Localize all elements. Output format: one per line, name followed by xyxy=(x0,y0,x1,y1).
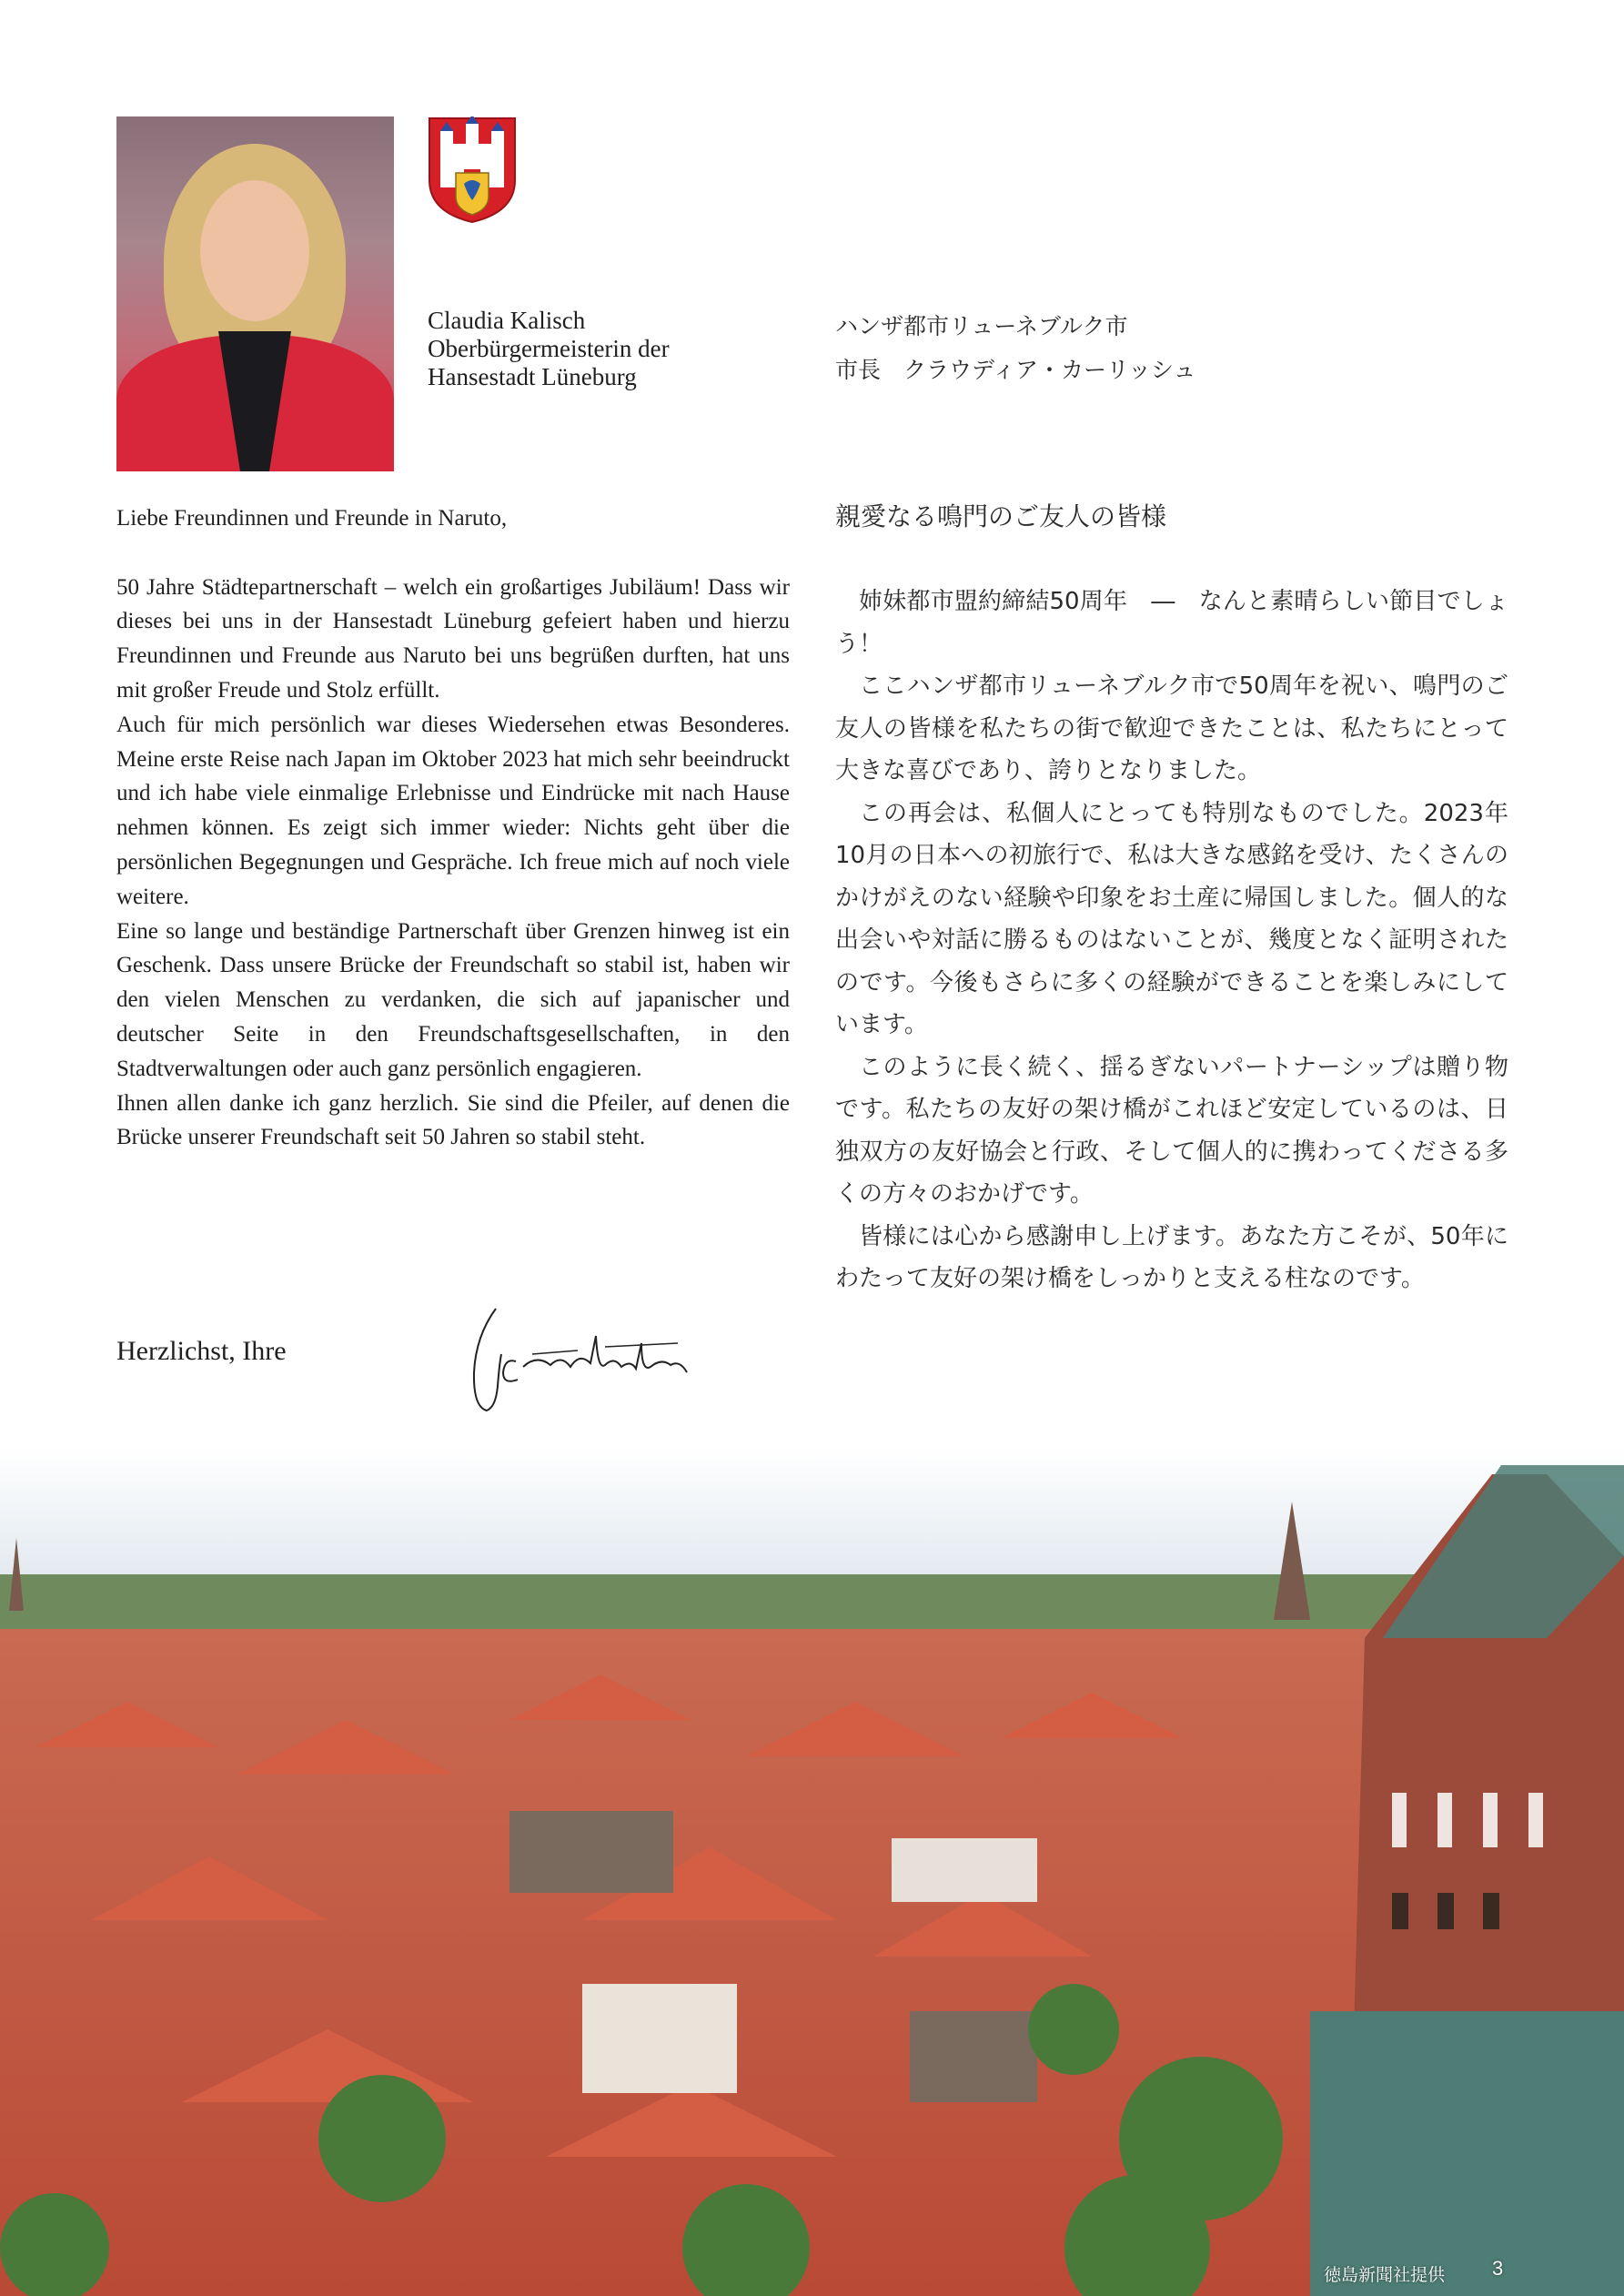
letter-japanese xyxy=(835,496,1508,1300)
author-title-line-2: Hansestadt Lüneburg xyxy=(428,363,637,390)
author-block-de xyxy=(428,307,773,391)
page-number: 3 xyxy=(1492,2257,1504,2280)
paragraph-ja-4: このように長く続く、揺るぎないパートナーシップは贈り物です。私たちの友好の架け橋がこれほど安定しているのは、日独双方の友好協会と行政、そして個人的に携わってくださる多くの方々のおかげです。 xyxy=(835,1053,1508,1208)
coat-of-arms-icon xyxy=(428,116,517,224)
paragraph-ja-2: ここハンザ都市リューネブルク市で50周年を祝い、鳴門のご友人の皆様を私たちの街で歓迎できたことは、私たちにとって大きな喜びであり、誇りとなりました。 xyxy=(835,673,1508,784)
author-title-line-1: Oberbürgermeisterin der xyxy=(428,335,670,362)
city-aerial-photo xyxy=(0,1447,1624,2296)
portrait-photo xyxy=(116,116,394,471)
signature xyxy=(469,1300,696,1418)
paragraph-ja-3: この再会は、私個人にとっても特別なものでした。2023年10月の日本への初旅行で、私は大きな感銘を受け、たくさんのかけがえのない経験や印象をお土産に帰国しました。個人的な出会いや対話に勝るものはないことが、幾度となく証明されたのです。今後もさらに多くの経験ができることを楽しみにしています。 xyxy=(835,799,1508,1038)
author-block-ja xyxy=(835,305,1527,392)
sign-off: Herzlichst, Ihre xyxy=(116,1336,287,1366)
paragraph-de-4: Ihnen allen danke ich ganz herzlich. Sie sind die Pfeiler, auf denen die Brücke unserer Freundschaft seit 50 Jahren so stabil steht. xyxy=(116,1090,790,1150)
paragraph-de-2: Auch für mich persönlich war dieses Wiedersehen etwas Besonderes. Meine erste Reise nach Japan im Oktober 2023 hat mich sehr beeindruckt und ich habe viele einmalige Erlebnisse und Eindrücke mit nach Hause nehmen können. Es zeigt sich immer wieder: Nichts geht über die persönlichen Begegnungen und Gespräche. Ich freue mich auf noch viele weitere. xyxy=(116,712,790,909)
paragraph-ja-1: 姉妹都市盟約締結50周年 ― なんと素晴らしい節目でしょう！ xyxy=(835,588,1508,658)
author-name: Claudia Kalisch xyxy=(428,307,586,334)
paragraph-de-3: Eine so lange und beständige Partnerschaft über Grenzen hinweg ist ein Geschenk. Dass unsere Brücke der Freundschaft so stabil ist, haben wir den vielen Menschen zu verdanken, die sich auf japanischer und deutscher Seite in den Freundschaftsgesellschaften, in den Stadtverwaltungen oder auch ganz persönlich engagieren. xyxy=(116,918,790,1081)
paragraph-de-1: 50 Jahre Städtepartnerschaft – welch ein großartiges Jubiläum! Dass wir dieses bei uns in der Hansestadt Lüneburg gefeiert haben und hierzu Freundinnen und Freunde aus Naruto bei uns begrüßen durften, hat uns mit großer Freude und Stolz erfüllt. xyxy=(116,574,790,703)
author-name-ja: 市長 クラウディア・カーリッシュ xyxy=(835,357,1196,383)
greeting-de: Liebe Freundinnen und Freunde in Naruto, xyxy=(116,506,508,531)
greeting-ja: 親愛なる鳴門のご友人の皆様 xyxy=(835,501,1167,531)
letter-german xyxy=(116,501,790,1155)
photo-credit: 徳島新聞社提供 xyxy=(1324,2265,1446,2285)
paragraph-ja-5: 皆様には心から感謝申し上げます。あなた方こそが、50年にわたって友好の架け橋をしっかりと支える柱なのです。 xyxy=(835,1222,1508,1292)
author-city-ja: ハンザ都市リューネブルク市 xyxy=(835,313,1128,339)
